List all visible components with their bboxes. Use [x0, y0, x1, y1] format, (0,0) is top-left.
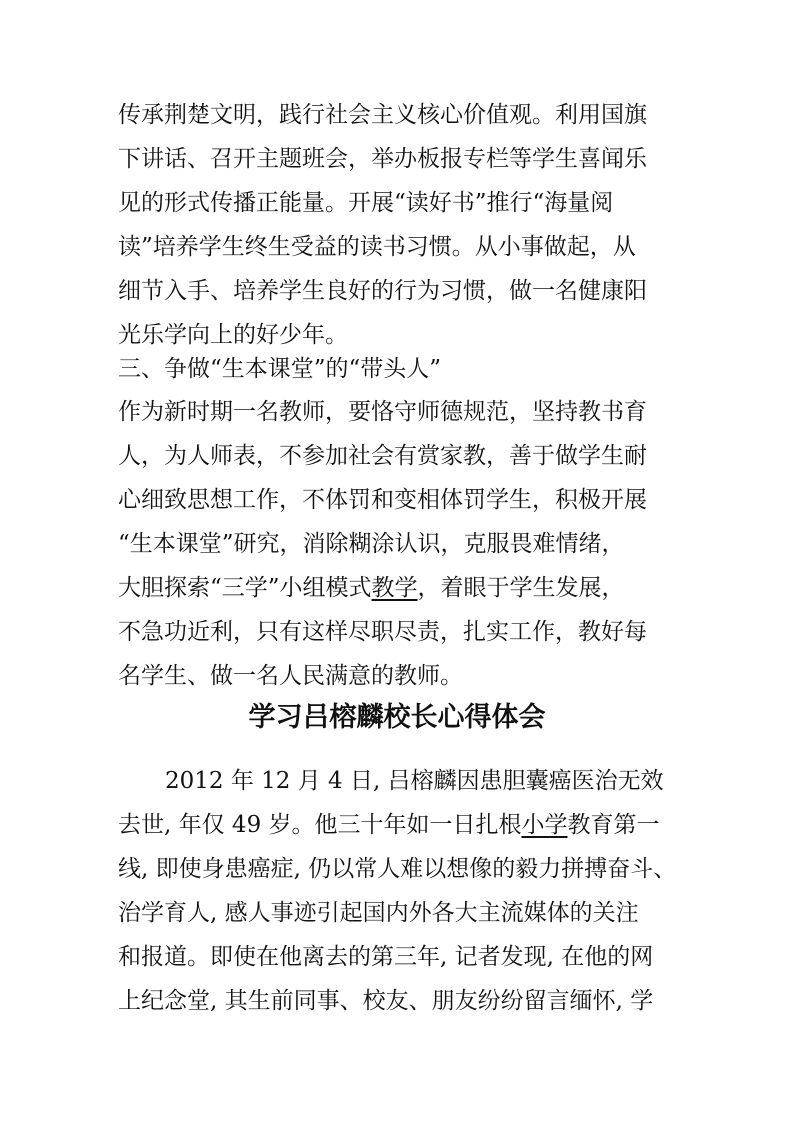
paragraph-line: “生本课堂”研究，消除糊涂认识，克服畏难情绪， — [118, 531, 625, 557]
paragraph-line: 2012 年 12 月 4 日, 吕榕麟因患胆囊癌医治无效 — [165, 768, 664, 794]
text-run: 去世, 年仅 49 岁。他三十年如一日扎根 — [118, 812, 522, 838]
paragraph-line: 心细致思想工作，不体罚和变相体罚学生，积极开展 — [118, 487, 647, 513]
paragraph-line: 名学生、做一名人民满意的教师。 — [118, 663, 463, 689]
paragraph-line: 光乐学向上的好少年。 — [118, 322, 348, 348]
text-run: ，着眼于学生发展， — [417, 575, 625, 601]
paragraph-line: 线, 即使身患癌症, 仍以常人难以想像的毅力拼搏奋斗、 — [118, 856, 677, 882]
primary-school-link[interactable]: 小学 — [521, 812, 568, 838]
paragraph-line: 见的形式传播正能量。开展“读好书”推行“海量阅 — [118, 190, 614, 216]
paragraph-line — [118, 569, 678, 607]
text-run: 教育第一 — [567, 812, 660, 838]
text-run: 大胆探索“三学”小组模式 — [118, 575, 372, 601]
paragraph-line: 读”培养学生终生受益的读书习惯。从小事做起，从 — [118, 234, 636, 260]
section-heading: 三、争做“生本课堂”的“带头人” — [118, 356, 442, 382]
teaching-link[interactable]: 教学 — [371, 575, 418, 601]
paragraph-line: 人，为人师表，不参加社会有赏家教，善于做学生耐 — [118, 443, 647, 469]
paragraph-line: 传承荆楚文明，践行社会主义核心价值观。利用国旗 — [118, 102, 647, 128]
paragraph-line: 和报道。即使在他离去的第三年, 记者发现, 在他的网 — [118, 944, 654, 970]
paragraph-line: 上纪念堂, 其生前同事、校友、朋友纷纷留言缅怀, 学 — [118, 988, 654, 1014]
article-title: 学习吕榕麟校长心得体会 — [248, 702, 546, 733]
paragraph-line: 作为新时期一名教师，要恪守师德规范，坚持教书育 — [118, 399, 647, 425]
paragraph-line — [118, 806, 678, 844]
paragraph-line: 下讲话、召开主题班会，举办板报专栏等学生喜闻乐 — [118, 146, 647, 172]
paragraph-line: 不急功近利，只有这样尽职尽责，扎实工作，教好每 — [118, 619, 647, 645]
paragraph-line: 治学育人, 感人事迹引起国内外各大主流媒体的关注 — [118, 900, 639, 926]
paragraph-line: 细节入手、培养学生良好的行为习惯，做一名健康阳 — [118, 278, 647, 304]
